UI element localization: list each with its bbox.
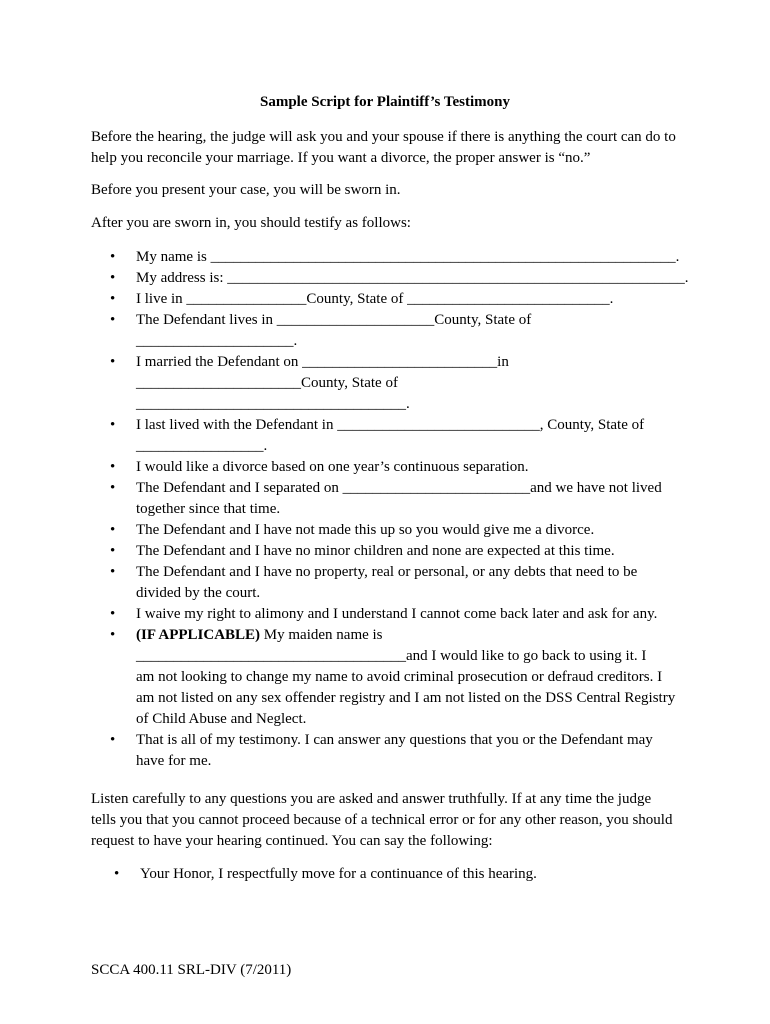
listen-paragraph: Listen carefully to any questions you are asked and answer truthfully. If at any time the judge tells you that you cannot proceed because of a technical error or for any other reason, you should request to have your hearing continued. You can say the following:	[91, 791, 673, 849]
list-item-no-children: • The Defendant and I have no minor children and none are expected at this time.	[110, 541, 710, 562]
testimony-list	[110, 247, 710, 772]
form-footer: SCCA 400.11 SRL-DIV (7/2011)	[91, 962, 292, 978]
continuance-text: Your Honor, I respectfully move for a continuance of this hearing.	[140, 866, 537, 882]
list-item-defendant-residence: • The Defendant lives in _____________________County, State of _____________________.	[110, 310, 710, 352]
intro-paragraph	[91, 127, 691, 169]
list-item-no-property: • The Defendant and I have no property, real or personal, or any debts that need to be divided by the court.	[110, 562, 710, 604]
list-item-marriage: • I married the Defendant on __________________________in ______________________County, State of ____________________________________.	[110, 352, 710, 415]
sworn-paragraph: Before you present your case, you will be sworn in.	[91, 182, 401, 198]
intro-line-2: help you reconcile your marriage. If you want a divorce, the proper answer is “no.”	[91, 150, 591, 166]
list-item-not-made-up: • The Defendant and I have not made this up so you would give me a divorce.	[110, 520, 710, 541]
testify-paragraph: After you are sworn in, you should testify as follows:	[91, 215, 411, 231]
list-item-maiden-name: • (IF APPLICABLE) My maiden name is ____________________________________and I would like to go back to using it. I am not looking to change my name to avoid criminal prosecution or defraud creditors. I am not listed on any sex offender registry and I am not listed on the DSS Central Registry of Child Abuse and Neglect.	[110, 625, 710, 730]
list-item-separated-on: • The Defendant and I separated on _________________________and we have not lived together since that time.	[110, 478, 710, 520]
intro-line-1: Before the hearing, the judge will ask you and your spouse if there is anything the court can do to	[91, 129, 676, 145]
list-item-address: • My address is: _____________________________________________________________.	[110, 268, 710, 289]
bullet-glyph: •	[114, 866, 120, 882]
list-item-name: • My name is ______________________________________________________________.	[110, 247, 710, 268]
list-item-separation-basis: • I would like a divorce based on one year’s continuous separation.	[110, 457, 710, 478]
continuance-bullet	[114, 864, 537, 885]
list-item-alimony: • I waive my right to alimony and I understand I cannot come back later and ask for any.	[110, 604, 710, 625]
page-title: Sample Script for Plaintiff’s Testimony	[260, 94, 510, 110]
list-item-last-lived: • I last lived with the Defendant in ___________________________, County, State of _________________.	[110, 415, 710, 457]
list-item-residence: • I live in ________________County, State of ___________________________.	[110, 289, 710, 310]
list-item-end-testimony: • That is all of my testimony. I can answer any questions that you or the Defendant may have for me.	[110, 730, 710, 772]
